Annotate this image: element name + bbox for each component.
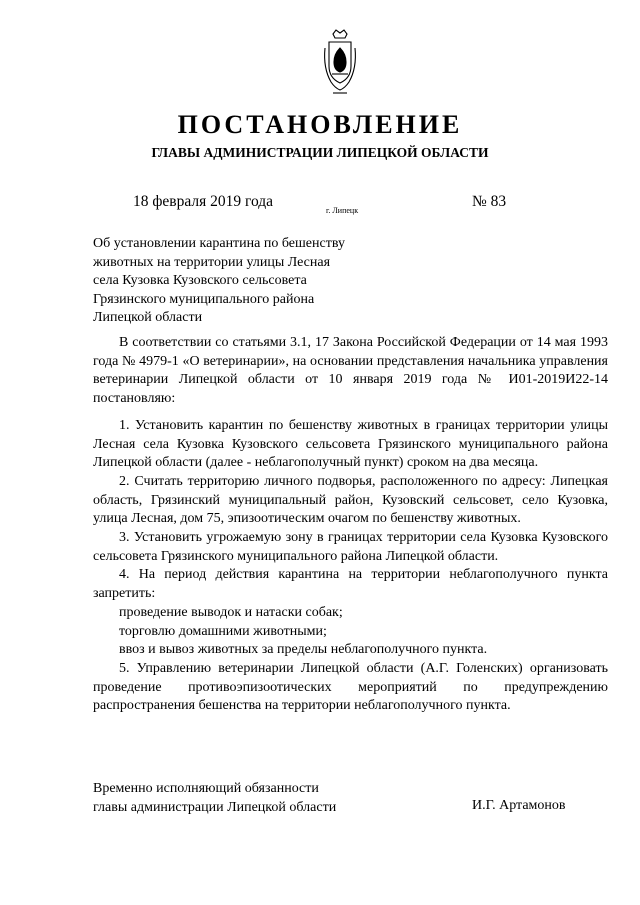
- prohibition-item: ввоз и вывоз животных за пределы неблагополучного пункта.: [119, 642, 488, 658]
- item-1-paragraph: 1. Установить карантин по бешенству животных в границах территории улицы Лесная села Кузовка Кузовского сельсовета Грязинского муниципального района Липецкой области (далее - неблагополучный пункт) сроком на два месяца.: [93, 417, 608, 471]
- item-3-paragraph: 3. Установить угрожаемую зону в границах территории села Кузовка Кузовского сельсовета Грязинского муниципального района Липецкой области.: [93, 530, 608, 564]
- document-subject: [93, 235, 393, 328]
- prohibition-item: проведение выводок и натаски собак;: [119, 604, 343, 620]
- prohibition-item: торговлю домашними животными;: [119, 623, 327, 639]
- document-body: [93, 334, 608, 716]
- signatory-name: И.Г. Артамонов: [472, 798, 566, 813]
- item-4-paragraph: 4. На период действия карантина на территории неблагополучного пункта запретить:: [93, 567, 608, 602]
- position-line: главы администрации Липецкой области: [93, 800, 337, 815]
- document-title: ПОСТАНОВЛЕНИЕ: [177, 110, 463, 139]
- document-date: 18 февраля 2019 года: [133, 193, 274, 210]
- subject-line: животных на территории улицы Лесная: [93, 254, 331, 270]
- subject-line: Грязинского муниципального района: [93, 291, 315, 307]
- item-5-paragraph: 5. Управлению ветеринарии Липецкой области (А.Г. Голенских) организовать проведение противоэпизоотических мероприятий по предупреждению распространения бешенства на территории неблагополучного пункта.: [93, 660, 608, 714]
- signatory-position: [93, 779, 336, 817]
- subject-line: села Кузовка Кузовского сельсовета: [93, 273, 307, 288]
- item-2-paragraph: 2. Считать территорию личного подворья, расположенного по адресу: Липецкая область, Грязинский муниципальный район, Кузовский сельсовет, село Кузовка, улица Лесная, дом 75, эпизоотическим очагом по бешенству животных.: [93, 473, 608, 527]
- preamble-paragraph: В соответствии со статьями 3.1, 17 Закона Российской Федерации от 14 мая 1993 года № 4979-1 «О ветеринарии», на основании представления начальника управления ветеринарии Липецкой области от 10 января 2019 года № И01-2019И22-14 постановляю:: [93, 335, 608, 407]
- document-subtitle: ГЛАВЫ АДМИНИСТРАЦИИ ЛИПЕЦКОЙ ОБЛАСТИ: [151, 145, 489, 160]
- position-line: Временно исполняющий обязанности: [93, 781, 319, 796]
- subject-line: Липецкой области: [93, 310, 203, 325]
- document-city: г. Липецк: [326, 206, 359, 215]
- subject-line: Об установлении карантина по бешенству: [93, 236, 345, 251]
- coat-of-arms-icon: [321, 28, 359, 96]
- document-number: № 83: [472, 193, 507, 210]
